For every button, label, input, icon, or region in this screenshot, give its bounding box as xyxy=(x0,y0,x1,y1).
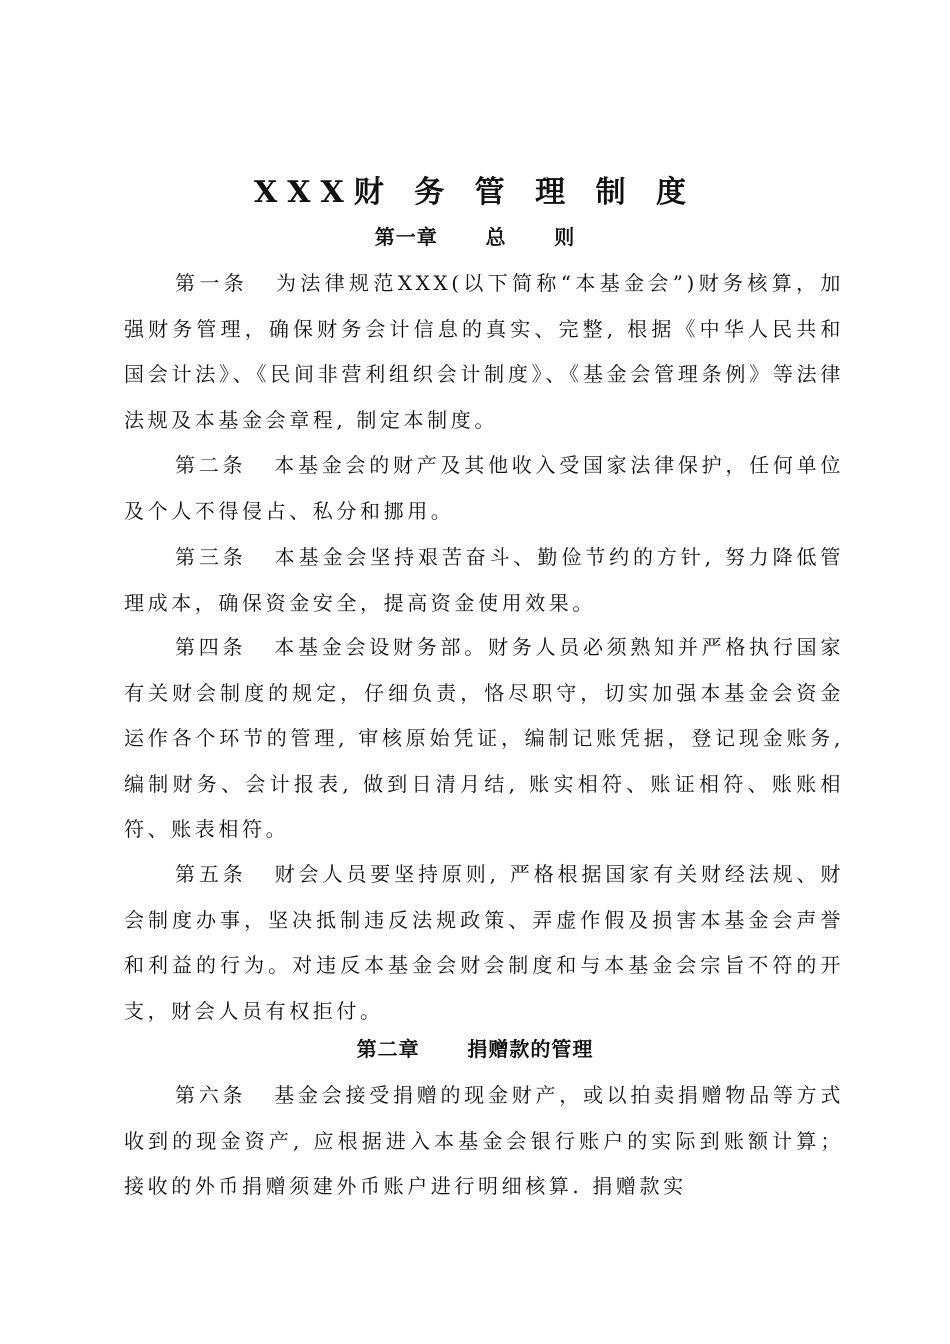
chapter-heading: 第二章 捐赠款的管理 xyxy=(356,1037,594,1061)
article-paragraph xyxy=(124,443,844,534)
article-paragraph xyxy=(124,625,844,853)
article-paragraph xyxy=(124,535,844,626)
article-number: 第六条 xyxy=(175,1083,247,1107)
chapter-heading: 第一章 总 则 xyxy=(374,225,576,249)
article-text: 基金会接受捐赠的现金财产，或以拍卖捐赠物品等方式收到的现金资产, 应根据进入本基金会银行账户的实际到账额计算；接收的外币捐赠须建外币账户进行明细核算. 捐赠款实 xyxy=(124,1083,844,1199)
article-text: 财会人员要坚持原则, 严格根据国家有关财经法规、财会制度办事，坚决抵制违反法规政策、弄虚作假及损害本基金会声誉和利益的行为。对违反本基金会财会制度和与本基金会宗旨不符的开支，财会人员有权拒付。 xyxy=(124,862,844,1023)
article-paragraph xyxy=(124,261,844,443)
article-text: 为法律规范XXX(以下简称“本基金会”)财务核算，加强财务管理，确保财务会计信息的真实、完整, 根据《中华人民共和国会计法》、《民间非营利组织会计制度》、《基金会管理条例》等法律法规及本基金会章程, 制定本制度。 xyxy=(124,271,844,432)
article-number: 第三条 xyxy=(175,545,247,569)
article-number: 第四条 xyxy=(175,635,247,659)
article-text: 本基金会坚持艰苦奋斗、勤俭节约的方针, 努力降低管理成本，确保资金安全，提高资金使用效果。 xyxy=(124,545,844,615)
article-text: 本基金会设财务部。财务人员必须熟知并严格执行国家有关财会制度的规定，仔细负责，恪尽职守，切实加强本基金会资金运作各个环节的管理, 审核原始凭证，编制记账凭据，登记现金账务, 编制财务、会计报表, 做到日清月结, 账实相符、账证相符、账账相符、账表相符。 xyxy=(124,635,844,842)
article-number: 第五条 xyxy=(175,862,247,886)
article-paragraph xyxy=(124,1073,844,1210)
document-title: XXX财 务 管 理 制 度 xyxy=(253,175,697,210)
article-number: 第二条 xyxy=(175,453,247,477)
article-number: 第一条 xyxy=(175,271,249,295)
article-text: 本基金会的财产及其他收入受国家法律保护，任何单位及个人不得侵占、私分和挪用。 xyxy=(124,453,844,523)
article-paragraph xyxy=(124,852,844,1034)
